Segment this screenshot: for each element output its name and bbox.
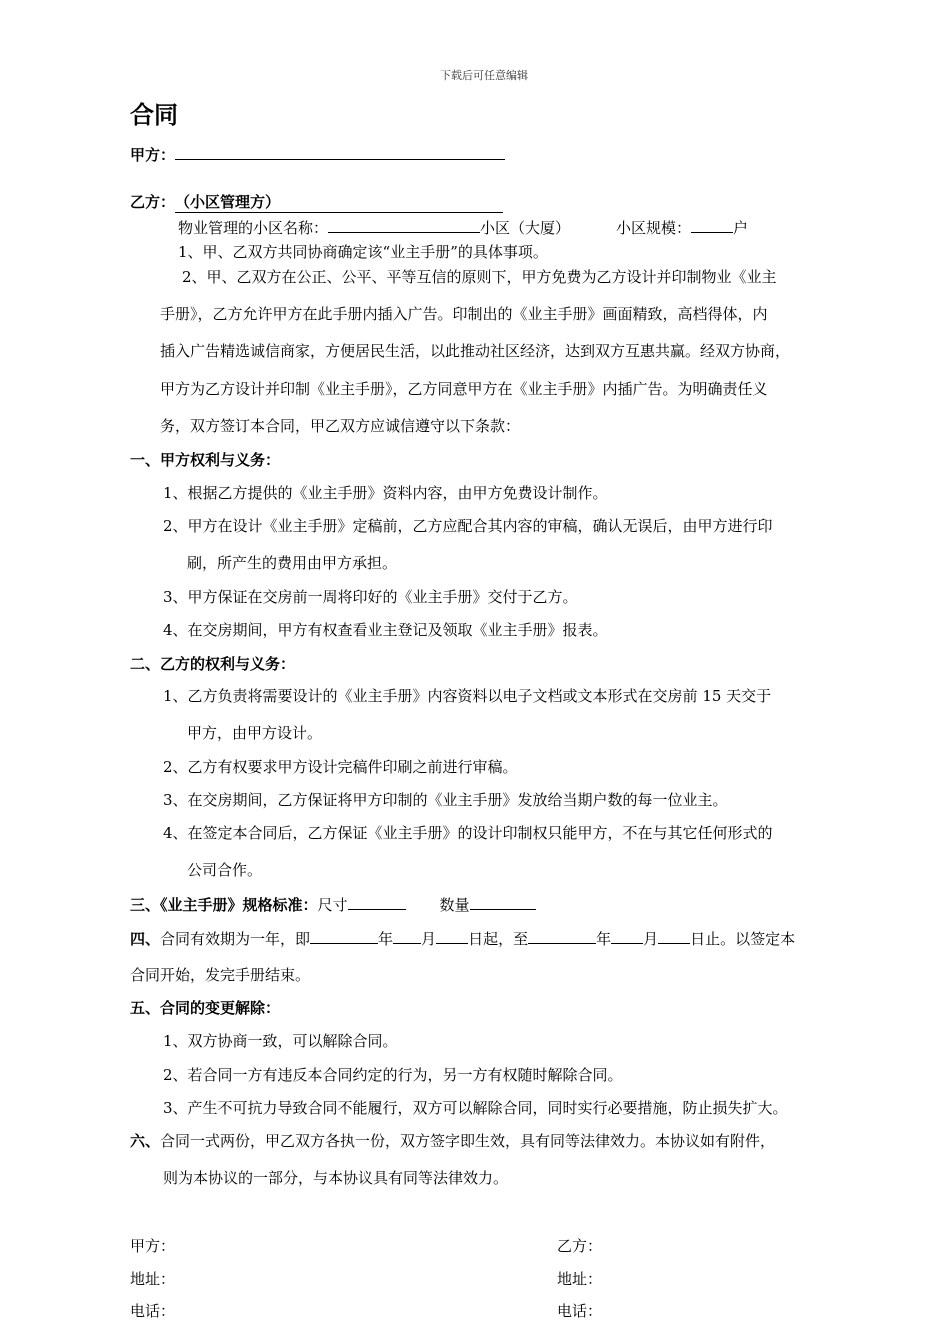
sign-phone-b: 电话： xyxy=(557,1302,603,1320)
qty-label: 数量 xyxy=(439,896,470,914)
section2-item: 3、在交房期间，乙方保证将甲方印制的《业主手册》发放给当期户数的每一位业主。 xyxy=(163,791,728,809)
party-a-label: 甲方： xyxy=(130,146,176,164)
sign-address-a: 地址： xyxy=(130,1270,176,1288)
download-note: 下载后可任意编辑 xyxy=(440,69,528,82)
community-name-blank[interactable] xyxy=(328,217,480,233)
section6-line xyxy=(130,1131,775,1151)
party-b-type: （小区管理方） xyxy=(175,193,281,211)
party-b-label: 乙方： xyxy=(130,193,176,211)
end-year-blank[interactable] xyxy=(528,928,596,944)
section2-item: 2、乙方有权要求甲方设计完稿件印刷之前进行审稿。 xyxy=(163,758,518,776)
section2-item: 公司合作。 xyxy=(187,861,263,879)
sign-party-b: 乙方： xyxy=(557,1237,603,1255)
community-scale-blank[interactable] xyxy=(691,217,733,233)
section5-item: 3、产生不可抗力导致合同不能履行，双方可以解除合同，同时实行必要措施，防止损失扩大。 xyxy=(163,1099,788,1117)
section2-heading: 二、乙方的权利与义务： xyxy=(130,655,296,673)
size-label: 尺寸 xyxy=(317,896,348,914)
contract-title: 合同 xyxy=(130,101,178,129)
intro-line: 插入广告精选诚信商家，方便居民生活，以此推动社区经济，达到双方互惠共赢。经双方协商， xyxy=(160,342,791,360)
intro-line: 1、甲、乙双方共同协商确定该“业主手册”的具体事项。 xyxy=(178,243,548,261)
section6-line2: 则为本协议的一部分，与本协议具有同等法律效力。 xyxy=(163,1169,509,1187)
section5-item: 2、若合同一方有违反本合同约定的行为，另一方有权随时解除合同。 xyxy=(163,1066,623,1084)
section1-item: 1、根据乙方提供的《业主手册》资料内容，由甲方免费设计制作。 xyxy=(163,484,608,502)
year-label: 年 xyxy=(596,930,612,948)
community-line xyxy=(178,217,748,238)
sign-phone-a: 电话： xyxy=(130,1302,176,1320)
section4-line xyxy=(130,928,795,949)
section4-line2: 合同开始，发完手册结束。 xyxy=(130,966,311,984)
section3-heading: 三、《业主手册》规格标准： xyxy=(130,896,318,914)
section4-text: 合同有效期为一年，即 xyxy=(160,930,311,948)
party-b-line xyxy=(130,192,503,213)
intro-line: 务，双方签订本合同，甲乙双方应诚信遵守以下条款： xyxy=(160,417,521,435)
section6-text: 合同一式两份，甲乙双方各执一份，双方签字即生效，具有同等法律效力。本协议如有附件， xyxy=(160,1132,776,1150)
start-month-blank[interactable] xyxy=(393,928,421,944)
intro-line: 甲方为乙方设计并印制《业主手册》，乙方同意甲方在《业主手册》内插广告。为明确责任义 xyxy=(160,380,768,398)
section5-heading: 五、合同的变更解除： xyxy=(130,999,281,1017)
section3-line xyxy=(130,894,536,915)
section2-item: 1、乙方负责将需要设计的《业主手册》内容资料以电子文档或文本形式在交房前 15 天交于 xyxy=(163,687,772,705)
sign-address-b: 地址： xyxy=(557,1270,603,1288)
intro-line: 2、甲、乙双方在公正、公平、平等互信的原则下，甲方免费为乙方设计并印制物业《业主 xyxy=(182,268,777,286)
section1-item: 4、在交房期间，甲方有权查看业主登记及领取《业主手册》报表。 xyxy=(163,621,608,639)
section2-item: 4、在签定本合同后，乙方保证《业主手册》的设计印制权只能甲方，不在与其它任何形式的 xyxy=(163,824,773,842)
section1-heading: 一、甲方权利与义务： xyxy=(130,451,281,469)
day-from-label: 日起，至 xyxy=(468,930,529,948)
qty-blank[interactable] xyxy=(470,894,536,910)
section5-item: 1、双方协商一致，可以解除合同。 xyxy=(163,1032,398,1050)
month-label: 月 xyxy=(421,930,437,948)
end-month-blank[interactable] xyxy=(611,928,643,944)
community-scale-label: 小区规模： xyxy=(616,219,692,237)
year-label: 年 xyxy=(378,930,394,948)
section4-num: 四、 xyxy=(130,930,161,948)
party-a-line xyxy=(130,144,505,165)
section1-item: 2、甲方在设计《业主手册》定稿前，乙方应配合其内容的审稿，确认无误后，由甲方进行印 xyxy=(163,517,773,535)
section2-item: 甲方，由甲方设计。 xyxy=(187,724,323,742)
community-district-label: 小区（大厦） xyxy=(480,219,571,237)
start-day-blank[interactable] xyxy=(436,928,468,944)
start-year-blank[interactable] xyxy=(310,928,378,944)
end-day-blank[interactable] xyxy=(658,928,690,944)
community-name-label: 物业管理的小区名称： xyxy=(178,219,329,237)
section6-num: 六、 xyxy=(130,1132,161,1150)
intro-line: 手册》，乙方允许甲方在此手册内插入广告。印制出的《业主手册》画面精致，高档得体，内 xyxy=(160,305,768,323)
party-a-blank[interactable] xyxy=(175,144,505,160)
month-label: 月 xyxy=(643,930,659,948)
sign-party-a: 甲方： xyxy=(130,1237,176,1255)
party-b-blank[interactable] xyxy=(175,192,503,213)
section1-item: 3、甲方保证在交房前一周将印好的《业主手册》交付于乙方。 xyxy=(163,588,578,606)
community-unit: 户 xyxy=(733,219,749,237)
section1-item: 刷，所产生的费用由甲方承担。 xyxy=(187,554,398,572)
size-blank[interactable] xyxy=(348,894,406,910)
day-to-label: 日止。以签定本 xyxy=(690,930,796,948)
